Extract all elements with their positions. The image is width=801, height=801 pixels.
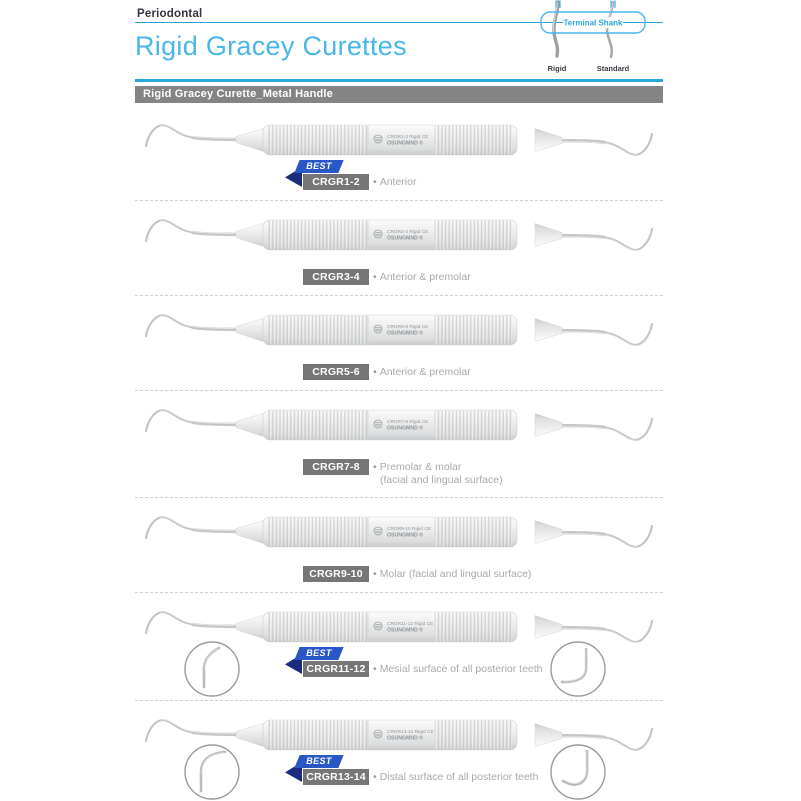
bullet-icon: • [373, 568, 377, 580]
bullet-icon: • [373, 663, 377, 675]
bullet-icon: • [373, 176, 377, 188]
handle-marking-line2: OSUNGMND ® [387, 627, 424, 634]
handle-marking-line1: CRGR1-2 Rigid CE [387, 135, 429, 141]
product-row-crgr11-12 [135, 599, 663, 701]
best-badge [285, 647, 349, 675]
handle-marking-line1: CRGR7-8 Rigid CE [387, 420, 429, 426]
product-code-badge: CRGR9-10 [303, 566, 369, 582]
best-badge [285, 160, 349, 188]
product-description: • Mesial surface of all posterior teeth [373, 663, 543, 675]
accent-bar [135, 79, 663, 82]
handle-marking-line2: OSUNGMND ® [387, 425, 424, 432]
product-row-crgr13-14 [135, 707, 663, 801]
best-label: BEST [306, 161, 332, 171]
product-row-crgr3-4 [135, 207, 663, 296]
section-banner: Rigid Gracey Curette_Metal Handle [135, 86, 663, 103]
handle-marking-line2: OSUNGMND ® [387, 735, 424, 742]
curette-instrument-image [135, 207, 663, 263]
terminal-shank-diagram [533, 0, 665, 78]
product-row-crgr9-10 [135, 504, 663, 593]
product-description: • Anterior & premolar [373, 366, 471, 378]
best-label: BEST [306, 648, 332, 658]
shank-tick-icon [556, 1, 615, 9]
handle-marking-line1: CRGR11-12 Rigid CE [387, 622, 434, 628]
best-badge [285, 755, 349, 783]
handle-marking-line2: OSUNGMND ® [387, 235, 424, 242]
standard-shank-icon [606, 2, 613, 57]
product-row-crgr1-2 [135, 112, 663, 201]
product-description: • Molar (facial and lingual surface) [373, 568, 532, 580]
bullet-icon: • [373, 366, 377, 378]
product-code-badge: CRGR11-12 [303, 661, 369, 677]
product-list [135, 106, 663, 801]
product-description: • Premolar & molar (facial and lingual surface) [373, 461, 503, 486]
handle-marking-line2: OSUNGMND ® [387, 140, 424, 147]
product-description: • Anterior & premolar [373, 271, 471, 283]
product-row-crgr7-8 [135, 397, 663, 498]
category-label: Periodontal [137, 8, 203, 20]
product-code-badge: CRGR1-2 [303, 174, 369, 190]
curette-instrument-image [135, 302, 663, 358]
best-label: BEST [306, 756, 332, 766]
curette-instrument-image [135, 504, 663, 560]
standard-label: Standard [596, 64, 630, 73]
product-code-badge: CRGR7-8 [303, 459, 369, 475]
handle-marking-line2: OSUNGMND ® [387, 532, 424, 539]
handle-marking-line1: CRGR9-10 Rigid CE [387, 527, 431, 533]
handle-marking-line1: CRGR3-4 Rigid CE [387, 230, 429, 236]
rigid-label: Rigid [547, 64, 567, 73]
terminal-shank-label: Terminal Shank [563, 18, 623, 28]
content-column [135, 0, 663, 801]
bullet-icon: • [373, 771, 377, 783]
product-description: • Distal surface of all posterior teeth [373, 771, 539, 783]
rigid-shank-icon [553, 2, 558, 56]
handle-marking-line2: OSUNGMND ® [387, 330, 424, 337]
product-row-crgr5-6 [135, 302, 663, 391]
bullet-icon: • [373, 271, 377, 283]
bullet-icon: • [373, 461, 377, 473]
product-code-badge: CRGR13-14 [303, 769, 369, 785]
page-title: Rigid Gracey Curettes [135, 31, 407, 61]
curette-instrument-image [135, 112, 663, 168]
curette-instrument-image [135, 397, 663, 453]
handle-marking-line1: CRGR13-14 Rigid CE [387, 730, 434, 736]
product-code-badge: CRGR5-6 [303, 364, 369, 380]
product-description: • Anterior [373, 176, 417, 188]
handle-marking-line1: CRGR5-6 Rigid CE [387, 325, 429, 331]
product-code-badge: CRGR3-4 [303, 269, 369, 285]
